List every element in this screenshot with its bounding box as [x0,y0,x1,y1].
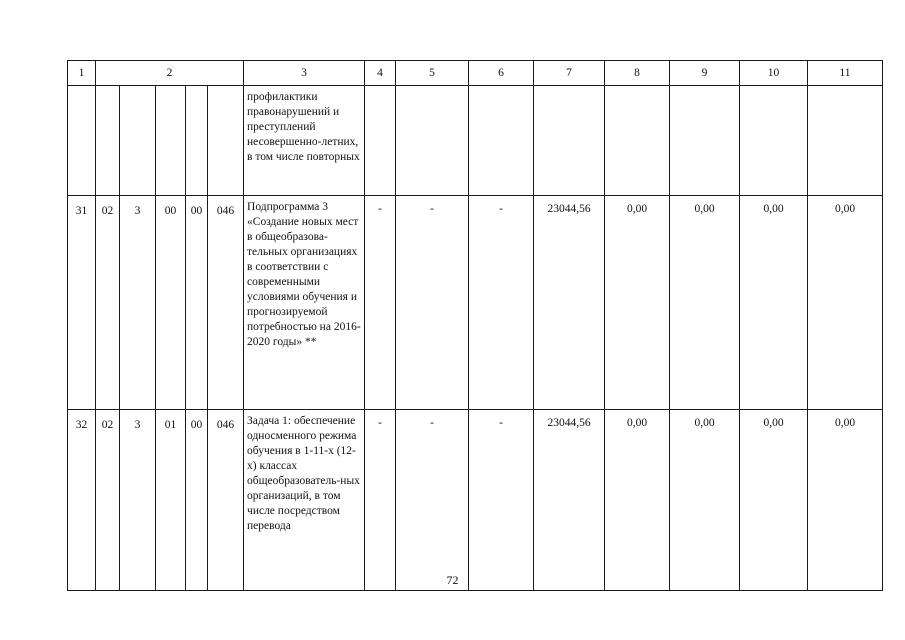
value-cell: - [396,410,469,591]
row-number-cell: 32 [68,410,96,591]
value-cell: - [469,196,534,410]
header-cell: 7 [534,61,605,86]
code-cell: 3 [120,196,156,410]
table-header-row [68,61,883,86]
header-cell: 3 [244,61,365,86]
table-row [68,196,883,410]
name-cell: Задача 1: обеспечение односменного режима обучения в 1-11-х (12-х) классах общеобразователь-ных организаций, в том числе посредством перевода [244,410,365,591]
value-cell: 23044,56 [534,196,605,410]
page-number: 72 [446,573,459,587]
value-cell [365,86,396,196]
code-cell: 046 [208,410,244,591]
code-cell: 00 [186,410,208,591]
value-cell: 0,00 [670,410,740,591]
row-number-cell: 31 [68,196,96,410]
value-cell: - [365,410,396,591]
row-number-cell [68,86,96,196]
value-cell: 0,00 [670,196,740,410]
value-cell: 23044,56 [534,410,605,591]
value-cell [808,86,883,196]
header-cell: 1 [68,61,96,86]
value-cell: 0,00 [740,410,808,591]
header-cell: 5 [396,61,469,86]
value-cell: 0,00 [605,410,670,591]
value-cell: - [365,196,396,410]
code-cell [208,86,244,196]
code-cell [96,86,120,196]
budget-table [67,60,883,591]
value-cell: 0,00 [605,196,670,410]
value-cell [740,86,808,196]
code-cell [120,86,156,196]
code-cell: 00 [186,196,208,410]
value-cell [605,86,670,196]
header-cell: 11 [808,61,883,86]
code-cell: 02 [96,410,120,591]
table-row [68,86,883,196]
code-cell: 3 [120,410,156,591]
header-cell: 6 [469,61,534,86]
name-cell: Подпрограмма 3 «Создание новых мест в общеобразова-тельных организациях в соответствии с современными условиями обучения и прогнозируемой потребностью на 2016-2020 годы» ** [244,196,365,410]
value-cell [534,86,605,196]
table-row [68,410,883,591]
header-cell: 8 [605,61,670,86]
code-cell [186,86,208,196]
name-cell: профилактики правонарушений и преступлений несовершенно-летних, в том числе повторных [244,86,365,196]
value-cell: - [469,410,534,591]
value-cell [469,86,534,196]
value-cell: 0,00 [740,196,808,410]
header-cell: 10 [740,61,808,86]
value-cell [396,86,469,196]
header-cell: 4 [365,61,396,86]
value-cell: 0,00 [808,196,883,410]
header-cell: 9 [670,61,740,86]
value-cell: 0,00 [808,410,883,591]
code-cell: 00 [156,196,186,410]
code-cell [156,86,186,196]
value-cell [670,86,740,196]
value-cell: - [396,196,469,410]
code-cell: 01 [156,410,186,591]
code-cell: 02 [96,196,120,410]
code-cell: 046 [208,196,244,410]
header-cell: 2 [96,61,244,86]
